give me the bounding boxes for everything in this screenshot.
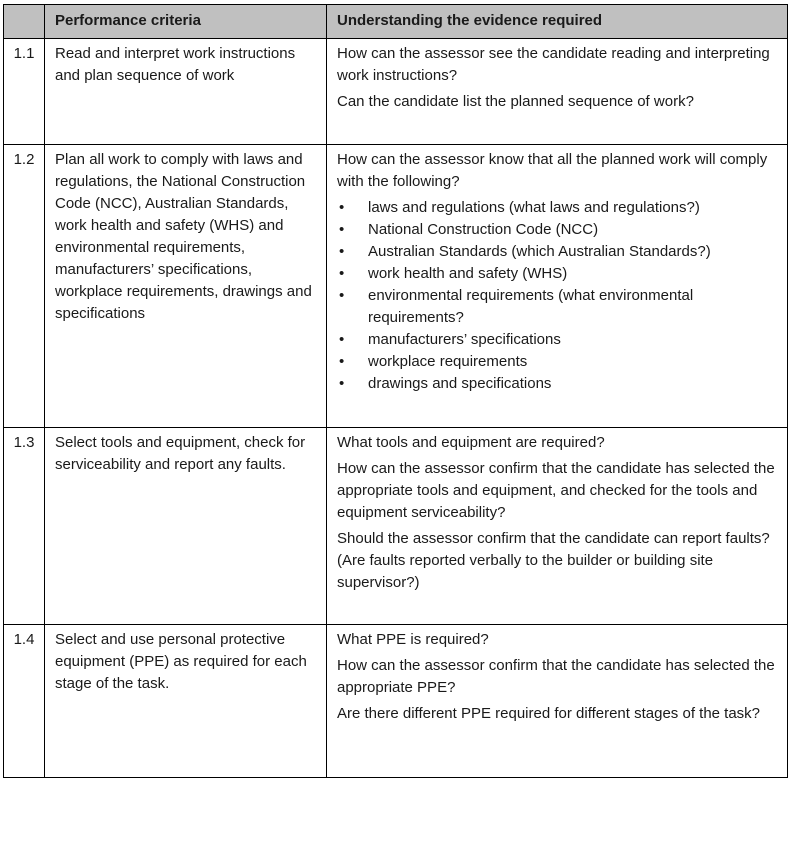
bullet-icon: • <box>339 265 345 282</box>
list-item: • environmental requirements (what environmental requirements? <box>339 287 694 326</box>
list-item: • manufacturers’ specifications <box>337 329 778 351</box>
evidence-question: How can the assessor see the candidate reading and interpreting work instructions? <box>337 45 770 84</box>
criteria-number: 1.4 <box>4 625 45 778</box>
bullet-icon: • <box>339 199 345 216</box>
criteria-number: 1.1 <box>4 39 45 145</box>
evidence-question: How can the assessor confirm that the candidate has selected the appropriate PPE? <box>337 657 775 696</box>
criteria-text: Read and interpret work instructions and plan sequence of work <box>45 39 327 145</box>
bullet-icon: • <box>339 353 345 370</box>
criteria-text: Select and use personal protective equipment (PPE) as required for each stage of the task. <box>45 625 327 778</box>
table-row <box>4 428 788 625</box>
bullet-icon: • <box>339 221 345 238</box>
list-item: • work health and safety (WHS) <box>337 263 778 285</box>
bullet-icon: • <box>339 287 345 304</box>
list-item: • National Construction Code (NCC) <box>337 219 778 241</box>
evidence-cell <box>327 625 788 778</box>
header-performance-criteria: Performance criteria <box>45 5 327 39</box>
evidence-question: What PPE is required? <box>337 631 489 648</box>
list-item: • drawings and specifications <box>337 373 778 395</box>
evidence-question: How can the assessor know that all the planned work will comply with the following? <box>337 151 768 190</box>
table-row <box>4 625 788 778</box>
criteria-number: 1.2 <box>4 145 45 428</box>
list-item: • laws and regulations (what laws and regulations?) <box>337 197 778 219</box>
table-row <box>4 39 788 145</box>
list-item: • workplace requirements <box>337 351 778 373</box>
header-row <box>4 5 788 39</box>
evidence-cell <box>327 145 788 428</box>
table-row <box>4 145 788 428</box>
criteria-text: Select tools and equipment, check for serviceability and report any faults. <box>45 428 327 625</box>
bullet-icon: • <box>339 331 345 348</box>
criteria-number: 1.3 <box>4 428 45 625</box>
criteria-text: Plan all work to comply with laws and regulations, the National Construction Code (NCC), Australian Standards, work health and safety (WHS) and environmental requirements, manufacturers’ specifications, workplace requirements, drawings and specifications <box>45 145 327 428</box>
evidence-cell <box>327 39 788 145</box>
header-evidence-required: Understanding the evidence required <box>327 5 788 39</box>
compliance-list <box>337 197 778 395</box>
evidence-question: Are there different PPE required for different stages of the task? <box>337 705 761 722</box>
criteria-table <box>3 4 788 778</box>
evidence-question: How can the assessor confirm that the candidate has selected the appropriate tools and equipment, and checked for the tools and equipment serviceability? <box>337 460 775 521</box>
header-number <box>4 5 45 39</box>
bullet-icon: • <box>339 375 345 392</box>
list-item: • Australian Standards (which Australian Standards?) <box>337 241 778 263</box>
evidence-question: What tools and equipment are required? <box>337 434 605 451</box>
evidence-question: Should the assessor confirm that the candidate can report faults? (Are faults reported verbally to the builder or building site supervisor?) <box>337 530 770 591</box>
evidence-question: Can the candidate list the planned sequence of work? <box>337 93 694 110</box>
evidence-cell <box>327 428 788 625</box>
bullet-icon: • <box>339 243 345 260</box>
